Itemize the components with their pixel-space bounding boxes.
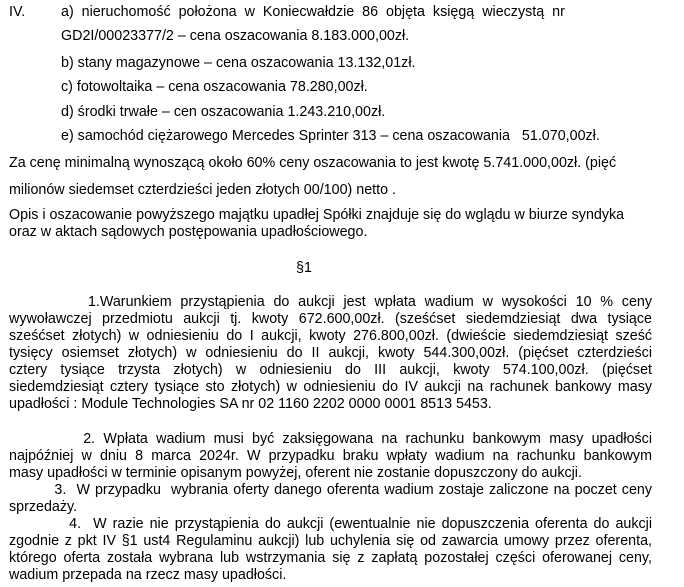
point-4-line: którego oferta została wybrana lub wstrzymania się z zapłatą pozostałej części oferowanej ceny, [9,550,652,566]
point-3-line: 3. W przypadku wybrania oferty danego oferenta wadium zostaje zaliczone na poczet ceny [9,482,652,498]
point-2-line: najpóźniej w dniu 8 marca 2024r. W przypadku braku wpłaty wadium na rachunku bankowym [9,448,652,464]
point-1-line: cztery tysiące trzysta złotych) w odniesieniu do III aukcji, kwoty 574.100,00zł. (pięćset [9,362,652,378]
list-item-a-line1: a) nieruchomość położona w Koniecwałdzie 86 objęta księgą wieczystą nr [61,4,565,20]
point-1-line: tysięcy osiemset złotych) w odniesieniu do II aukcji, kwoty 544.300,00zł. (pięćset czterdzieści [9,345,652,361]
list-item-a-line2: GD2I/00023377/2 – cena oszacowania 8.183.000,00zł. [61,28,410,44]
point-2-line: masy upadłości w terminie opisanym powyżej, oferent nie zostanie dopuszczony do aukcji. [9,465,582,481]
point-1-line: sześćset złotych) w odniesieniu do I aukcji, kwoty 276.800,00zł. (dwieście siedemdziesiąt sześć [9,328,652,344]
point-1-line: wywoławczej przedmiotu aukcji tj. kwoty 672.600,00zł. (sześćset siedemdziesiąt dwa tysiące [9,311,652,327]
section-heading: §1 [296,260,312,276]
point-4-line: zgodnie z pkt IV §1 ust4 Regulaminu aukcji) lub uchylenia się od zawarcia umowy przez oferenta, [9,533,652,549]
point-1-paragraph [9,294,652,413]
price-paragraph-line1: Za cenę minimalną wynoszącą około 60% ceny oszacowania to jest kwotę 5.741.000,00zł. (pięć [9,155,617,171]
point-1-line: 1.Warunkiem przystąpienia do aukcji jest wpłata wadium w wysokości 10 % ceny [9,294,652,310]
point-3-line: sprzedaży. [9,499,78,515]
point-4-paragraph [9,516,652,584]
list-item-c: c) fotowoltaika – cena oszacowania 78.280,00zł. [61,79,368,95]
inspection-paragraph-line2: oraz w aktach sądowych postępowania upadłościowego. [9,224,368,240]
price-paragraph-line2: milionów siedemset czterdzieści jeden złotych 00/100) netto . [9,182,397,198]
point-1-line: upadłości : Module Technologies SA nr 02 1160 2202 0000 0001 8513 5453. [9,396,492,412]
list-item-b: b) stany magazynowe – cena oszacowania 13.132,01zł. [61,55,416,71]
point-4-line: 4. W razie nie przystąpienia do aukcji (ewentualnie nie dopuszczenia oferenta do aukcji [9,516,652,532]
point-3-paragraph [9,482,652,516]
point-2-line: 2. Wpłata wadium musi być zaksięgowana na rachunku bankowym masy upadłości [9,431,652,447]
section-numeral: IV. [9,4,26,20]
point-2-paragraph [9,431,652,482]
list-item-d: d) środki trwałe – cen oszacowania 1.243.210,00zł. [61,104,386,120]
inspection-paragraph-line1: Opis i oszacowanie powyższego majątku upadłej Spółki znajduje się do wglądu w biurze syndyka [9,207,625,223]
point-1-line: siedemdziesiąt cztery tysiące sto złotych) w odniesieniu do IV aukcji na rachunek bankowy masy [9,379,652,395]
list-item-e: e) samochód ciężarowego Mercedes Sprinter 313 – cena oszacowania 51.070,00zł. [61,128,600,144]
point-4-line: wadium przepada na rzecz masy upadłości. [9,567,287,583]
